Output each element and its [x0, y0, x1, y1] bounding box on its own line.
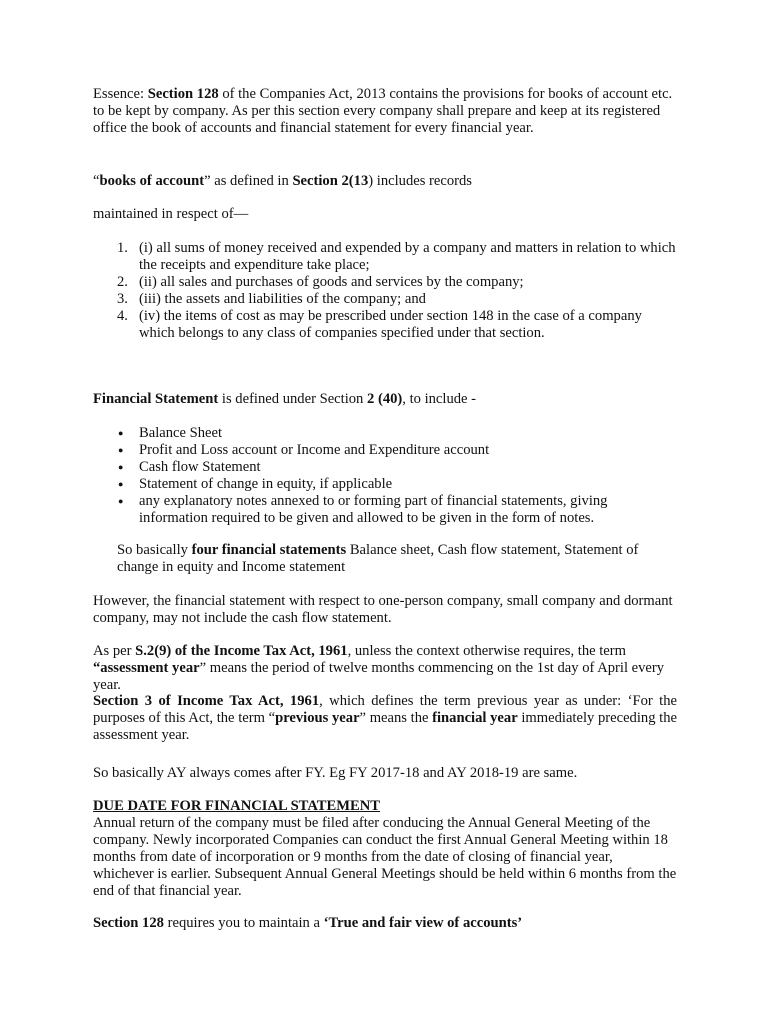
four-statements-paragraph: [117, 542, 677, 576]
maintained-line: maintained in respect of—: [93, 206, 249, 222]
paragraph-text: requires you to maintain a: [163, 915, 324, 931]
section-2-13-ref: Section 2(13: [292, 173, 369, 189]
financial-year-term: financial year: [432, 710, 518, 726]
list-item: [93, 240, 677, 274]
true-fair-paragraph: [93, 915, 677, 932]
paragraph-text-cont: , unless the context otherwise requires, the term: [347, 643, 626, 659]
true-fair-term: ‘True and fair view of accounts’: [323, 915, 523, 931]
list-item: [93, 459, 677, 476]
paragraph-text-cont: ” means the: [359, 710, 433, 726]
list-item: [93, 425, 677, 442]
list-text: Cash flow Statement: [139, 459, 261, 475]
books-items-list: [93, 240, 677, 342]
books-of-account-term: books of account: [99, 173, 205, 189]
section-128-ref: Section 128: [147, 86, 219, 102]
list-item: [93, 274, 677, 291]
list-item: [93, 493, 677, 527]
financial-statement-term: Financial Statement: [93, 391, 219, 407]
due-date-heading: DUE DATE FOR FINANCIAL STATEMENT: [93, 798, 381, 814]
bullet-icon: ●: [118, 462, 124, 472]
four-statements-term: four financial statements: [191, 542, 347, 558]
previous-year-paragraph: [93, 693, 677, 744]
list-text: Statement of change in equity, if applicable: [139, 476, 393, 492]
list-number: 1.: [117, 240, 128, 256]
section-2-40-ref: 2 (40): [367, 391, 403, 407]
assessment-year-paragraph: [93, 643, 677, 694]
due-date-paragraph: Annual return of the company must be filed after conducing the Annual General Meeting of the company. Newly incorporated Companies can conduct the first Annual General Meeting within 18 months from date of incorporation or 9 months from the date of closing of financial year, whichever is earlier. Subsequent Annual General Meetings should be held within 6 months from the end of that financial year.: [93, 815, 677, 899]
books-of-account-definition: [93, 173, 677, 190]
paragraph-text: , which defines the term previous year as under: ‘For the purposes of this Act, the term “: [93, 693, 677, 726]
paragraph-text-cont: Balance sheet, Cash flow statement, Statement of change in equity and Income statement: [117, 542, 639, 575]
list-item: [93, 308, 677, 342]
bullet-icon: ●: [118, 428, 124, 438]
list-number: 2.: [117, 274, 128, 290]
list-item: [93, 291, 677, 308]
section-3-ref: Section 3 of Income Tax Act, 1961: [93, 693, 320, 709]
list-item: [93, 442, 677, 459]
list-text: any explanatory notes annexed to or forming part of financial statements, giving information required to be given and allowed to be given in the form of notes.: [139, 493, 608, 526]
paragraph-text: So basically: [117, 542, 192, 558]
paragraph-text: As per: [93, 643, 136, 659]
previous-year-term: previous year: [275, 710, 360, 726]
list-text: (i) all sums of money received and expended by a company and matters in relation to which the receipts and expenditure take place;: [139, 240, 676, 273]
definition-text-cont: , to include -: [402, 391, 477, 407]
paragraph-text-end: ” means the period of twelve months commencing on the 1st day of April every year.: [93, 660, 665, 693]
section-128-ref: Section 128: [93, 915, 164, 931]
essence-text-cont: of the Companies Act, 2013 contains the provisions for books of account etc. to be kept by company. As per this section every company shall prepare and keep at its registered office the book of accounts and financial statement for every financial year.: [93, 86, 673, 136]
financial-statement-definition: [93, 391, 677, 408]
bullet-icon: ●: [118, 479, 124, 489]
list-text: Balance Sheet: [139, 425, 223, 441]
assessment-year-term: “assessment year: [93, 660, 200, 676]
essence-paragraph: [93, 86, 677, 137]
open-quote: “: [93, 173, 100, 189]
ay-fy-paragraph: So basically AY always comes after FY. Eg FY 2017-18 and AY 2018-19 are same.: [93, 765, 578, 781]
list-text: (iv) the items of cost as may be prescribed under section 148 in the case of a company which belongs to any class of companies specified under that section.: [139, 308, 642, 341]
list-number: 3.: [117, 291, 128, 307]
list-text: (iii) the assets and liabilities of the company; and: [139, 291, 426, 307]
financial-statement-items: [93, 425, 677, 527]
bullet-icon: ●: [118, 496, 124, 506]
list-number: 4.: [117, 308, 128, 324]
list-item: [93, 476, 677, 493]
list-text: (ii) all sales and purchases of goods and services by the company;: [139, 274, 524, 290]
bullet-icon: ●: [118, 445, 124, 455]
s-2-9-ref: S.2(9) of the Income Tax Act, 1961: [135, 643, 348, 659]
paragraph-text-end: immediately preceding the assessment year.: [93, 710, 677, 743]
essence-text: Essence:: [93, 86, 148, 102]
definition-text-cont: ) includes records: [368, 173, 472, 189]
list-text: Profit and Loss account or Income and Expenditure account: [139, 442, 490, 458]
definition-text: is defined under Section: [218, 391, 368, 407]
however-paragraph: However, the financial statement with respect to one-person company, small company and dormant company, may not include the cash flow statement.: [93, 593, 673, 626]
definition-text: ” as defined in: [204, 173, 293, 189]
